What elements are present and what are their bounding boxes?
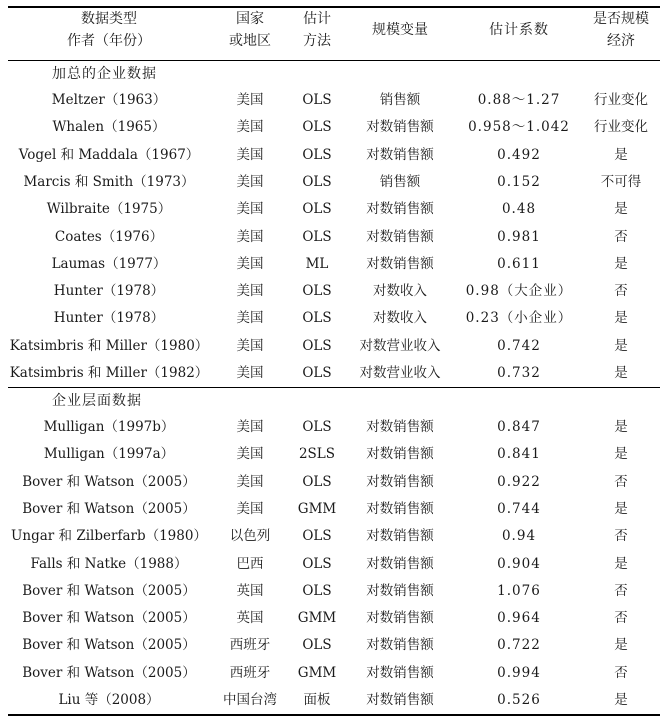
table-row — [8, 251, 660, 278]
cell-coefficient: 0.23（小企业） — [465, 310, 573, 327]
cell-coefficient: 0.732 — [497, 365, 541, 381]
cell-author: Whalen（1965） — [52, 119, 166, 136]
cell-coefficient: 0.152 — [497, 173, 541, 190]
cell-country: 英国 — [236, 582, 264, 599]
cell-author: Bover 和 Watson（2005） — [22, 582, 196, 599]
cell-variable: 对数销售额 — [366, 528, 434, 545]
table-row — [8, 278, 660, 305]
cell-author: Mulligan（1997a） — [43, 446, 175, 463]
cell-country: 美国 — [236, 500, 264, 517]
table-row — [8, 414, 660, 441]
cell-scale-economies: 是 — [614, 500, 628, 517]
cell-scale-economies: 否 — [614, 528, 628, 545]
table-row — [8, 305, 660, 332]
section-title: 加总的企业数据 — [52, 66, 157, 82]
cell-coefficient: 0.88～1.27 — [477, 92, 561, 108]
cell-author: Ungar 和 Zilberfarb（1980） — [11, 528, 207, 545]
table-row — [8, 496, 660, 523]
table-row — [8, 605, 660, 632]
table-row — [8, 687, 660, 714]
cell-method: 面板 — [303, 692, 331, 708]
cell-coefficient: 0.48 — [501, 201, 537, 218]
cell-country: 美国 — [236, 419, 264, 435]
cell-author: Bover 和 Watson（2005） — [22, 610, 196, 627]
cell-coefficient: 0.744 — [497, 500, 541, 517]
cell-country: 美国 — [236, 446, 264, 463]
cell-scale-economies: 否 — [614, 228, 628, 245]
cell-scale-economies: 否 — [614, 664, 628, 681]
cell-variable: 对数销售额 — [366, 146, 434, 163]
cell-country: 美国 — [236, 255, 264, 272]
cell-author: Bover 和 Watson（2005） — [22, 664, 196, 681]
cell-method: 2SLS — [298, 446, 336, 463]
cell-author: Bover 和 Watson（2005） — [22, 500, 196, 517]
cell-coefficient: 1.076 — [497, 582, 541, 599]
cell-author: Coates（1976） — [54, 228, 164, 245]
cell-scale-economies: 是 — [614, 555, 628, 572]
cell-country: 美国 — [236, 310, 264, 327]
cell-variable: 对数销售额 — [366, 446, 434, 463]
cell-method: OLS — [302, 310, 332, 327]
cell-country: 美国 — [236, 201, 264, 218]
header-country: 国家 或地区 — [229, 11, 271, 49]
cell-coefficient: 0.847 — [497, 419, 541, 435]
table-row — [8, 441, 660, 468]
table-row — [8, 114, 660, 141]
cell-coefficient: 0.492 — [497, 146, 541, 163]
cell-coefficient: 0.981 — [497, 228, 541, 245]
cell-scale-economies: 是 — [614, 310, 628, 327]
cell-scale-economies: 行业变化 — [594, 119, 648, 136]
cell-variable: 对数营业收入 — [359, 337, 441, 354]
cell-author: Liu 等（2008） — [58, 692, 160, 708]
cell-author: Hunter（1978） — [53, 283, 165, 300]
cell-variable: 销售额 — [379, 173, 421, 190]
cell-scale-economies: 是 — [614, 446, 628, 463]
cell-country: 西班牙 — [229, 637, 271, 654]
table-row — [8, 142, 660, 169]
table-row — [8, 333, 660, 360]
cell-variable: 对数销售额 — [366, 255, 434, 272]
cell-variable: 对数营业收入 — [359, 365, 441, 381]
cell-scale-economies: 不可得 — [600, 173, 642, 190]
cell-method: OLS — [302, 201, 332, 218]
table-row — [8, 523, 660, 550]
cell-variable: 对数销售额 — [366, 419, 434, 435]
cell-method: OLS — [302, 228, 332, 245]
cell-scale-economies: 是 — [614, 419, 628, 435]
cell-country: 美国 — [236, 337, 264, 354]
header-variable: 规模变量 — [372, 22, 428, 38]
cell-variable: 对数销售额 — [366, 692, 434, 708]
cell-coefficient: 0.94 — [501, 528, 537, 545]
cell-scale-economies: 是 — [614, 692, 628, 708]
cell-coefficient: 0.611 — [497, 255, 541, 272]
cell-country: 美国 — [236, 119, 264, 136]
cell-author: Mulligan（1997b） — [43, 419, 175, 435]
cell-scale-economies: 否 — [614, 473, 628, 490]
cell-method: GMM — [297, 664, 337, 681]
cell-variable: 对数收入 — [373, 283, 427, 300]
cell-method: OLS — [302, 528, 332, 545]
table-row — [8, 224, 660, 251]
cell-variable: 对数销售额 — [366, 664, 434, 681]
cell-variable: 对数销售额 — [366, 582, 434, 599]
cell-author: Katsimbris 和 Miller（1982） — [9, 365, 209, 381]
cell-country: 美国 — [236, 283, 264, 300]
cell-country: 巴西 — [236, 555, 264, 572]
cell-coefficient: 0.722 — [497, 637, 541, 654]
cell-scale-economies: 否 — [614, 283, 628, 300]
cell-coefficient: 0.904 — [497, 555, 541, 572]
cell-variable: 对数销售额 — [366, 201, 434, 218]
cell-method: OLS — [302, 365, 332, 381]
cell-coefficient: 0.742 — [497, 337, 541, 354]
table-row — [8, 169, 660, 196]
cell-country: 美国 — [236, 473, 264, 490]
section-title: 企业层面数据 — [52, 393, 142, 409]
cell-author: Laumas（1977） — [51, 255, 167, 272]
cell-method: OLS — [302, 582, 332, 599]
table-row — [8, 632, 660, 659]
table-row — [8, 196, 660, 223]
cell-method: OLS — [302, 337, 332, 354]
cell-method: OLS — [302, 419, 332, 435]
cell-variable: 对数销售额 — [366, 228, 434, 245]
cell-author: Bover 和 Watson（2005） — [22, 473, 196, 490]
cell-method: OLS — [302, 555, 332, 572]
cell-variable: 对数销售额 — [366, 610, 434, 627]
table-row — [8, 578, 660, 605]
cell-method: OLS — [302, 92, 332, 108]
cell-coefficient: 0.841 — [497, 446, 541, 463]
cell-coefficient: 0.98（大企业） — [465, 283, 573, 300]
cell-coefficient: 0.994 — [497, 664, 541, 681]
header-method: 估计 方法 — [303, 11, 331, 49]
header-row — [8, 8, 660, 58]
cell-scale-economies: 是 — [614, 637, 628, 654]
cell-scale-economies: 否 — [614, 610, 628, 627]
cell-method: OLS — [302, 283, 332, 300]
cell-country: 英国 — [236, 610, 264, 627]
cell-scale-economies: 是 — [614, 365, 628, 381]
table-row — [8, 360, 660, 387]
cell-scale-economies: 行业变化 — [594, 92, 648, 108]
cell-author: Marcis 和 Smith（1973） — [23, 173, 195, 190]
cell-scale-economies: 是 — [614, 201, 628, 218]
cell-coefficient: 0.958～1.042 — [468, 119, 570, 136]
cell-country: 美国 — [236, 92, 264, 108]
cell-author: Katsimbris 和 Miller（1980） — [9, 337, 209, 354]
table-row — [8, 660, 660, 687]
cell-scale-economies: 是 — [614, 146, 628, 163]
cell-scale-economies: 是 — [614, 337, 628, 354]
cell-coefficient: 0.922 — [497, 473, 541, 490]
cell-variable: 对数销售额 — [366, 473, 434, 490]
cell-coefficient: 0.526 — [497, 692, 541, 708]
cell-country: 美国 — [236, 173, 264, 190]
cell-country: 美国 — [236, 365, 264, 381]
section-rule — [8, 387, 660, 388]
cell-country: 以色列 — [229, 528, 271, 545]
cell-author: Bover 和 Watson（2005） — [22, 637, 196, 654]
table-row — [8, 469, 660, 496]
header-economies: 是否规模 经济 — [593, 11, 649, 49]
cell-variable: 对数销售额 — [366, 500, 434, 517]
cell-author: Hunter（1978） — [53, 310, 165, 327]
cell-author: Vogel 和 Maddala（1967） — [18, 146, 200, 163]
table-row — [8, 87, 660, 114]
cell-method: OLS — [302, 637, 332, 654]
cell-method: OLS — [302, 473, 332, 490]
cell-variable: 销售额 — [379, 92, 421, 108]
cell-scale-economies: 否 — [614, 582, 628, 599]
table-row — [8, 551, 660, 578]
cell-country: 美国 — [236, 146, 264, 163]
bottom-rule — [8, 714, 660, 716]
cell-scale-economies: 是 — [614, 255, 628, 272]
cell-variable: 对数销售额 — [366, 555, 434, 572]
cell-method: GMM — [297, 500, 337, 517]
cell-coefficient: 0.964 — [497, 610, 541, 627]
cell-method: OLS — [302, 119, 332, 136]
cell-variable: 对数销售额 — [366, 637, 434, 654]
cell-country: 西班牙 — [229, 664, 271, 681]
header-coef: 估计系数 — [489, 22, 549, 38]
cell-method: ML — [305, 255, 329, 272]
cell-author: Wilbraite（1975） — [46, 201, 172, 218]
cell-country: 中国台湾 — [223, 692, 277, 708]
header-author: 数据类型 作者（年份） — [67, 11, 151, 49]
cell-method: GMM — [297, 610, 337, 627]
cell-author: Falls 和 Natke（1988） — [30, 555, 188, 572]
cell-variable: 对数销售额 — [366, 119, 434, 136]
cell-method: OLS — [302, 173, 332, 190]
cell-author: Meltzer（1963） — [51, 92, 167, 108]
cell-variable: 对数收入 — [373, 310, 427, 327]
cell-method: OLS — [302, 146, 332, 163]
cell-country: 美国 — [236, 228, 264, 245]
